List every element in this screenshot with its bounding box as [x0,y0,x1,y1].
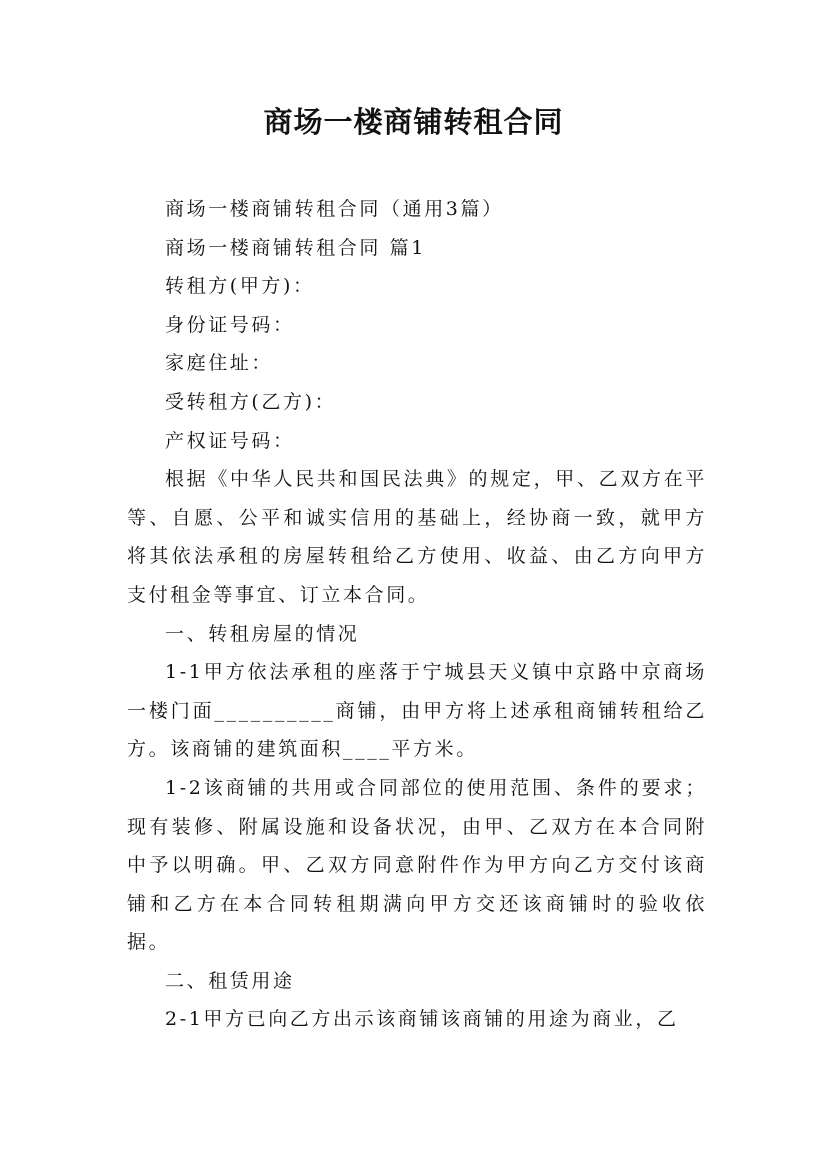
paragraph-section-heading: 商场一楼商铺转租合同 篇1 [165,236,426,259]
paragraph-clause-1-2: 1-2该商铺的共用或合同部位的使用范围、条件的要求；现有装修、附属设施和设备状况，由甲、乙双方在本合同附中予以明确。甲、乙双方同意附件作为甲方向乙方交付该商铺和乙方在本合同转租期满向甲方交还该商铺时的验收依据。 [127,776,707,954]
paragraph-preamble: 根据《中华人民共和国民法典》的规定，甲、乙双方在平等、自愿、公平和诚实信用的基础上，经协商一致，就甲方将其依法承租的房屋转租给乙方使用、收益、由乙方向甲方支付租金等事宜、订立本合同。 [127,468,707,606]
paragraph-home-address-field: 家庭住址： [165,352,274,375]
document-title: 商场一楼商铺转租合同 [263,105,564,139]
paragraph-property-cert-field: 产权证号码： [165,429,295,452]
paragraph-clause-1-1: 1-1甲方依法承租的座落于宁城县天义镇中京路中京商场一楼门面__________商铺，由甲方将上述承租商铺转租给乙方。该商铺的建筑面积____平方米。 [127,661,707,761]
paragraph-id-number-field: 身份证号码： [165,313,295,336]
paragraph-clause-2-heading: 二、租赁用途 [165,969,295,992]
paragraph-sublessor-field: 转租方(甲方)： [165,275,315,298]
paragraph-sublessee-field: 受转租方(乙方)： [165,390,337,413]
paragraph-clause-2-1: 2-1甲方已向乙方出示该商铺该商铺的用途为商业，乙 [165,1008,679,1031]
paragraph-subtitle: 商场一楼商铺转租合同（通用3篇） [165,198,504,220]
paragraph-clause-1-heading: 一、转租房屋的情况 [165,622,360,645]
document-body [127,190,707,1039]
